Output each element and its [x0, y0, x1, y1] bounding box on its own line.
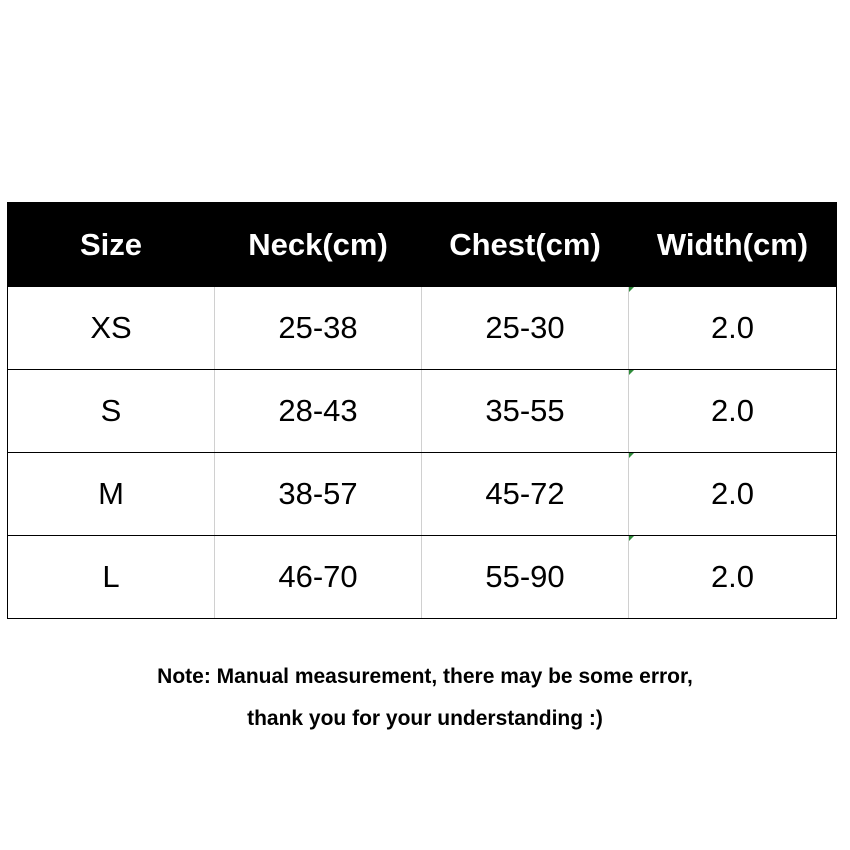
measurement-note: [0, 656, 850, 740]
cell-chest: 45-72: [422, 453, 629, 536]
table-header: [8, 203, 837, 287]
header-size: Size: [8, 203, 215, 287]
cell-neck: 25-38: [215, 287, 422, 370]
size-chart-table: [7, 202, 837, 619]
table-body: [8, 287, 837, 619]
header-width: Width(cm): [629, 203, 837, 287]
header-neck: Neck(cm): [215, 203, 422, 287]
cell-neck: 38-57: [215, 453, 422, 536]
note-line-2: thank you for your understanding :): [247, 707, 603, 730]
cell-size: S: [8, 370, 215, 453]
cell-neck: 46-70: [215, 536, 422, 619]
cell-width: 2.0: [629, 370, 837, 453]
cell-width: 2.0: [629, 453, 837, 536]
table-row: [8, 370, 837, 453]
table-row: [8, 453, 837, 536]
cell-size: M: [8, 453, 215, 536]
table-row: [8, 287, 837, 370]
note-line-1: Note: Manual measurement, there may be some error,: [157, 665, 693, 688]
header-row: [8, 203, 837, 287]
cell-width: 2.0: [629, 536, 837, 619]
cell-chest: 35-55: [422, 370, 629, 453]
cell-size: L: [8, 536, 215, 619]
cell-width: 2.0: [629, 287, 837, 370]
cell-neck: 28-43: [215, 370, 422, 453]
cell-size: XS: [8, 287, 215, 370]
cell-chest: 25-30: [422, 287, 629, 370]
cell-chest: 55-90: [422, 536, 629, 619]
table-row: [8, 536, 837, 619]
header-chest: Chest(cm): [422, 203, 629, 287]
